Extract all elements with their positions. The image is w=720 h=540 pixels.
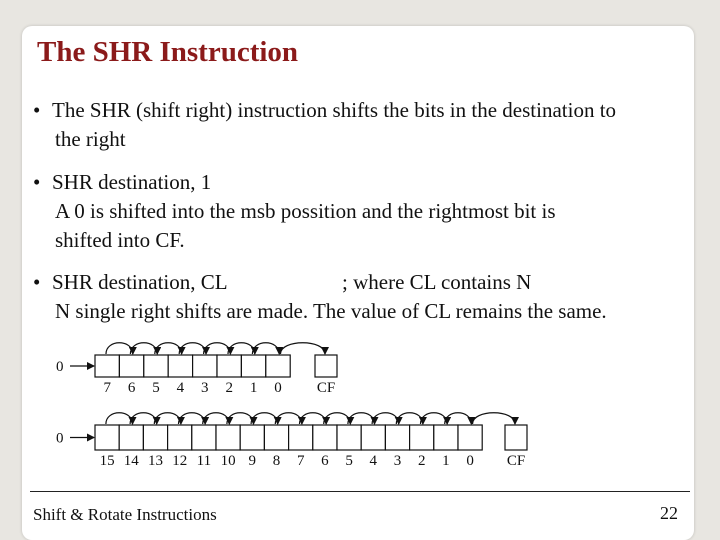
bit-cell — [289, 425, 313, 450]
bit-index-label: 4 — [176, 380, 185, 396]
shr-8bit-diagram — [56, 343, 337, 396]
shift-arrow — [372, 413, 399, 424]
bullet-1-marker: • — [33, 98, 41, 122]
carry-flag-label: CF — [316, 380, 336, 396]
bit-cell — [95, 355, 119, 377]
bit-cell — [313, 425, 337, 450]
shift-arrow — [251, 413, 278, 424]
page-number: 22 — [660, 503, 678, 523]
bit-cell — [193, 355, 217, 377]
bit-index-label: 7 — [103, 380, 111, 396]
shift-arrow — [299, 413, 326, 424]
shift-arrow — [130, 343, 157, 354]
input-zero-label: 0 — [56, 359, 64, 375]
shift-arrow — [252, 343, 279, 354]
bit-cell — [168, 425, 192, 450]
bit-index-label: 5 — [345, 453, 353, 469]
bit-index-label: 2 — [225, 380, 233, 396]
bit-cell — [95, 425, 119, 450]
bit-cell — [143, 425, 167, 450]
bit-index-label: 11 — [196, 453, 212, 469]
bullet-3-line-1a: SHR destination, CL — [52, 270, 228, 294]
bit-cell — [458, 425, 482, 450]
shift-arrow — [227, 413, 254, 424]
bit-cell — [119, 355, 143, 377]
slide-title: The SHR Instruction — [37, 36, 299, 68]
carry-arrow — [473, 413, 515, 424]
shift-arrow — [178, 413, 205, 424]
bit-index-label: 5 — [152, 380, 160, 396]
bit-index-label: 10 — [220, 453, 236, 469]
shift-arrow — [155, 343, 182, 354]
bullet-3-marker: • — [33, 270, 41, 294]
bit-index-label: 1 — [442, 453, 450, 469]
footer-title: Shift & Rotate Instructions — [33, 505, 217, 524]
bit-index-label: 4 — [369, 453, 378, 469]
shift-arrow — [420, 413, 447, 424]
bit-cell — [240, 425, 264, 450]
bit-index-label: 2 — [417, 453, 426, 469]
shift-arrow — [179, 343, 206, 354]
bit-cell — [168, 355, 192, 377]
bullet-2-line-3: shifted into CF. — [55, 228, 185, 252]
bit-cell — [361, 425, 385, 450]
shift-arrow — [228, 343, 255, 354]
bit-index-label: 8 — [272, 453, 281, 469]
shift-arrow — [396, 413, 423, 424]
bit-index-label: 15 — [99, 453, 115, 469]
shift-arrow — [106, 343, 133, 354]
input-zero-label: 0 — [56, 430, 64, 447]
shift-arrow — [275, 413, 302, 424]
bit-index-label: 13 — [148, 453, 163, 469]
bit-index-label: 1 — [249, 380, 258, 396]
bit-index-label: 6 — [127, 380, 136, 396]
bit-index-label: 0 — [466, 453, 474, 469]
shift-arrow — [445, 413, 472, 424]
carry-arrow — [280, 343, 325, 354]
bit-cell — [434, 425, 458, 450]
bullet-2-line-1: SHR destination, 1 — [52, 170, 212, 194]
shift-arrow — [106, 413, 133, 424]
bullet-1-line-2: the right — [55, 127, 126, 151]
bullet-3-line-2: N single right shifts are made. The value of CL remains the same. — [55, 299, 607, 323]
shift-arrow — [204, 343, 231, 354]
bit-index-label: 14 — [123, 453, 139, 469]
bit-index-label: 12 — [172, 453, 188, 469]
shift-arrow — [130, 413, 157, 424]
bit-cell — [264, 425, 288, 450]
bullet-3-line-1b: ; where CL contains N — [342, 270, 532, 294]
bullet-1-line-1: The SHR (shift right) instruction shifts the bits in the destination to — [52, 98, 617, 122]
bit-index-label: 3 — [201, 380, 209, 396]
bullet-2-line-2: A 0 is shifted into the msb possition and the rightmost bit is — [55, 199, 556, 223]
bit-index-label: 3 — [393, 453, 402, 469]
bit-cell — [192, 425, 216, 450]
bit-index-label: 7 — [296, 453, 305, 469]
bit-index-label: 6 — [321, 453, 329, 469]
shr-16bit-diagram — [56, 413, 527, 469]
bit-cell — [119, 425, 143, 450]
shift-arrow — [154, 413, 181, 424]
bit-cell — [144, 355, 168, 377]
carry-flag-box — [505, 425, 527, 450]
bit-cell — [410, 425, 434, 450]
footer-divider — [30, 491, 690, 492]
bit-cell — [337, 425, 361, 450]
bit-index-label: 9 — [248, 453, 257, 469]
bit-cell — [217, 355, 241, 377]
bit-cell — [216, 425, 240, 450]
bit-cell — [385, 425, 409, 450]
bit-index-label: 0 — [274, 380, 282, 396]
bit-cell — [266, 355, 290, 377]
carry-flag-label: CF — [506, 453, 526, 469]
bullet-2-marker: • — [33, 170, 41, 194]
shift-arrow — [348, 413, 375, 424]
shift-arrow — [324, 413, 351, 424]
bit-cell — [241, 355, 265, 377]
shift-arrow — [203, 413, 230, 424]
carry-flag-box — [315, 355, 337, 377]
